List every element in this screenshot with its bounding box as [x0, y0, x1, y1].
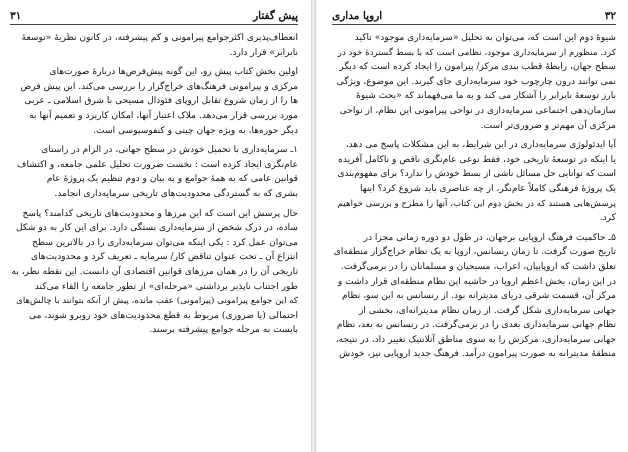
text-line: سازمان‌دهی اجتماعی سرمایه‌داری در نواحی پیرامونی این نظام، از نواحی [339, 105, 616, 116]
text-line: ۱ـ سرمایه‌داری با تحمیل خودش در سطح جهانی، در الزام در راستای [41, 145, 298, 156]
page-header-title: اروپا مداری [332, 10, 383, 22]
text-line: است که توانایی حل مسائل ناشی از بسط خودش را ندارد؟ برای مفهوم‌بندی [337, 169, 616, 180]
text-line: انتزاع آن ـ تحت عنوان تناقض کار/ سرمایه ـ تعریف کرد و محدودیت‌های [31, 252, 298, 263]
paragraph [10, 143, 298, 201]
text-line: بایست به مرحله جوامع پیشرفته برسند. [149, 325, 298, 336]
text-line: حال پرسش این است که این مرزها و محدودیت‌های تاریخی کدامند؟ پاسخ [22, 208, 298, 219]
text-line: یا اینکه در توسعهٔ تاریخی خود، فقط نوعی عام‌نگری ناقص و ناکامل آفریده [338, 154, 616, 165]
text-line: نظام جهانی سرمایه‌داری بعدی را در برمی‌گرفت. در رنسانس به بعد، نظام [336, 320, 616, 331]
text-line: در این زمان، بخش اعظم اروپا در حاشیه این نظام منطقه‌ای قرار داشت و [337, 276, 616, 287]
page-header-title: پیش گفتار [253, 10, 298, 22]
text-line: احتمالی (یا ضروری) مربوط به قطع محدودیت‌های خود روبرو شوند، می [29, 310, 298, 321]
text-line: نابرابر» قرار دارد. [229, 47, 298, 58]
text-line: نمی توانند درون چارچوب خود سرمایه‌داری جای گیرند. این موضوع، ویژگی [336, 76, 616, 87]
paragraph [332, 231, 616, 362]
text-line: ها را از زمان شروع تقابل اروپای فئودال مسیحی با شرق اسلامی ـ عربی [24, 96, 298, 107]
text-line: جهانی سرمایه‌داری شکل گرفت. از زمان نظام مدیترانه‌ای، بخشی از [358, 305, 616, 316]
text-line: بشری که به گستردگی محدودیت‌های تاریخی سرمایه‌داری انجامد. [54, 188, 298, 199]
paragraph [10, 207, 298, 338]
page-body [332, 31, 616, 362]
text-line: که این جوامع پیرامونی (پیرامونی) عقب مانده، پیش از آنکه بتوانند با چالش‌های [16, 296, 298, 307]
text-line: مورد بررسی قرار می‌دهد. ملاک اعتبار آنها، امکان کاربرد و تعمیم آنها به [29, 110, 298, 121]
right-page [316, 0, 628, 452]
text-line: عام‌نگری ایجاد کرده است : نخست ضرورت تحلیل علمی جامعه، و اکتشاف [17, 159, 298, 170]
text-line: دیگر حوزه‌ها، به ویژه جهان چینی و کنفوسیوسی است. [93, 125, 298, 136]
text-line: پرسش‌هایی هستند که در بخش دوم این کتاب، آنها را مطرح و بررسی خواهیم [337, 198, 616, 209]
text-line: کرد. [599, 213, 616, 224]
paragraph [10, 31, 298, 60]
text-line: آیا ایدئولوژی سرمایه‌داری در این شرایط، به این مشکلات پاسخ می دهد، [345, 140, 616, 151]
paragraph [10, 65, 298, 138]
paragraph [332, 31, 616, 133]
text-line: طور اجتناب ناپذیر برداشتی «مرحله‌ای» از تطور جامعه را القاء می‌کند [34, 281, 298, 292]
text-line: جهانی سرمایه‌داری، مرکزش را به سوی مناطق آتلانتیک تغییر داد، در نتیجه، [335, 334, 616, 345]
paragraph [332, 138, 616, 226]
page-number: ۳۱ [10, 10, 22, 22]
text-line: تاریخی آن را در همان مرزهای قوانین اقتصادی آن دانست. این نقطه نظر، به [11, 266, 298, 277]
text-line: کرد. منظورم از سرمایه‌داری موجود، نظامی است که با بسط گستردهٔ خود در [337, 47, 616, 58]
text-line: ساده، در درک شخص از سرمایه‌داری بستگی دارد. برای این کار به دو شکل [16, 223, 298, 234]
text-line: اولین بخش کتاب پیش رو، این گونه پیش‌فرض‌ها دربارهٔ صورت‌های [49, 67, 298, 78]
page-body [10, 31, 298, 338]
text-line: مرکزی آن مهم‌تر و ضروری‌تر است. [480, 120, 616, 131]
text-line: تاریخ صورت گرفت. تا زمان رنسانس، اروپا به یک نظام خراج‌گزار منطقه‌ای [333, 247, 616, 258]
text-line: سطح جهان، رابطهٔ قطب بندی مرکز/ پیرامون را ایجاد کرده است که دیگر [339, 62, 616, 73]
text-line: قوانین عامی که به همهٔ جوامع و به بیان و دوم تنظیم یک پروژهٔ عام [46, 174, 298, 185]
text-line: می‌توان عمل کرد : یکی اینکه می‌توان سرمایه‌داری را در بالاترین سطح [32, 237, 298, 248]
text-line: تعلق داشت که اروپاییان، اعراب، مسیحیان و مسلمانان را در برمی‌گرفت. [340, 261, 616, 272]
text-line: مرکز آن، قسمت شرقی دریای مدیترانه بود. از رنسانس به این سو، نظام [341, 291, 616, 302]
left-page [0, 0, 312, 452]
text-line: شیوهٔ دوم این است که، می‌توان به تحلیل «سرمایه‌داری موجود» تاکید [354, 33, 616, 43]
text-line: بارز توسعهٔ نابرابر را آشکار می کند و به ما می‌فهماند که «بحث شیوهٔ [356, 91, 616, 102]
text-line: منطقهٔ مدیترانه به صورت پیرامون درآمد. فرهنگ جدید اروپایی نیز، خودش [339, 349, 616, 360]
page-header [10, 10, 298, 25]
page-number: ۳۲ [604, 10, 616, 22]
page-header [332, 10, 616, 25]
text-line: ۵ـ حاکمیت فرهنگ اروپایی برجهان، در طول دو دوره زمانی مجزا در [363, 232, 616, 243]
text-line: انعطاف‌پذیری اکثرجوامع پیرامونی و کم پیشرفته، در کانون نظریهٔ «توسعهٔ [21, 33, 298, 43]
text-line: مرکزی و پیرامونی فرهنگ‌های خراج‌گزار را بررسی می‌کند. این پیش فرض [20, 81, 298, 92]
text-line: یک پروژهٔ فرهنگی کاملاً عام‌نگر، از چه عناصری باید شروع کرد؟ اینها [359, 183, 616, 194]
